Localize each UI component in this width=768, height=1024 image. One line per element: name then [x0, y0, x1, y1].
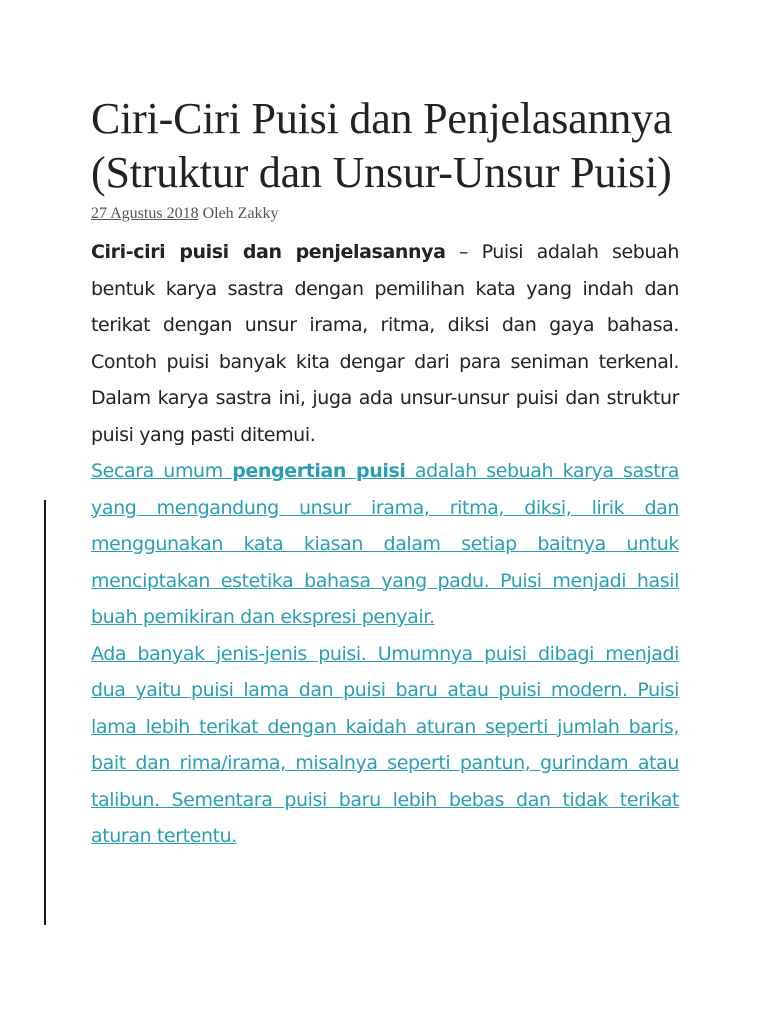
- types-paragraph-link[interactable]: Ada banyak jenis-jenis puisi. Umumnya puisi dibagi menjadi dua yaitu puisi lama dan puisi baru atau puisi modern. Puisi lama lebih terikat dengan kaidah aturan seperti jumlah baris, bait dan rima/irama, misalnya seperti pantun, gurindam atau talibun. Sementara puisi baru lebih bebas dan tidak terikat aturan tertentu.: [91, 642, 679, 847]
- definition-bold[interactable]: pengertian puisi: [232, 460, 406, 482]
- article-meta: [91, 204, 679, 224]
- intro-paragraph: [91, 234, 679, 453]
- definition-paragraph-link[interactable]: [91, 453, 679, 636]
- article-author: Oleh Zakky: [198, 205, 279, 222]
- article-title: Ciri-Ciri Puisi dan Penjelasannya (Struktur dan Unsur-Unsur Puisi): [91, 94, 673, 197]
- definition-prefix[interactable]: Secara umum: [91, 460, 233, 482]
- intro-text: – Puisi adalah sebuah bentuk karya sastra dengan pemilihan kata yang indah dan terikat dengan unsur irama, ritma, diksi dan gaya bahasa. Contoh puisi banyak kita dengar dari para seniman terkenal. Dalam karya sastra ini, juga ada unsur-unsur puisi dan struktur puisi yang pasti ditemui.: [91, 241, 679, 446]
- article: [91, 92, 679, 855]
- article-date-link[interactable]: 27 Agustus 2018: [91, 205, 199, 222]
- intro-lead-bold: Ciri-ciri puisi dan penjelasannya: [91, 241, 446, 263]
- margin-line: [44, 500, 46, 925]
- definition-text[interactable]: adalah sebuah karya sastra yang mengandung unsur irama, ritma, diksi, lirik dan menggunakan kata kiasan dalam setiap baitnya untuk menciptakan estetika bahasa yang padu. Puisi menjadi hasil buah pemikiran dan ekspresi penyair.: [91, 460, 679, 628]
